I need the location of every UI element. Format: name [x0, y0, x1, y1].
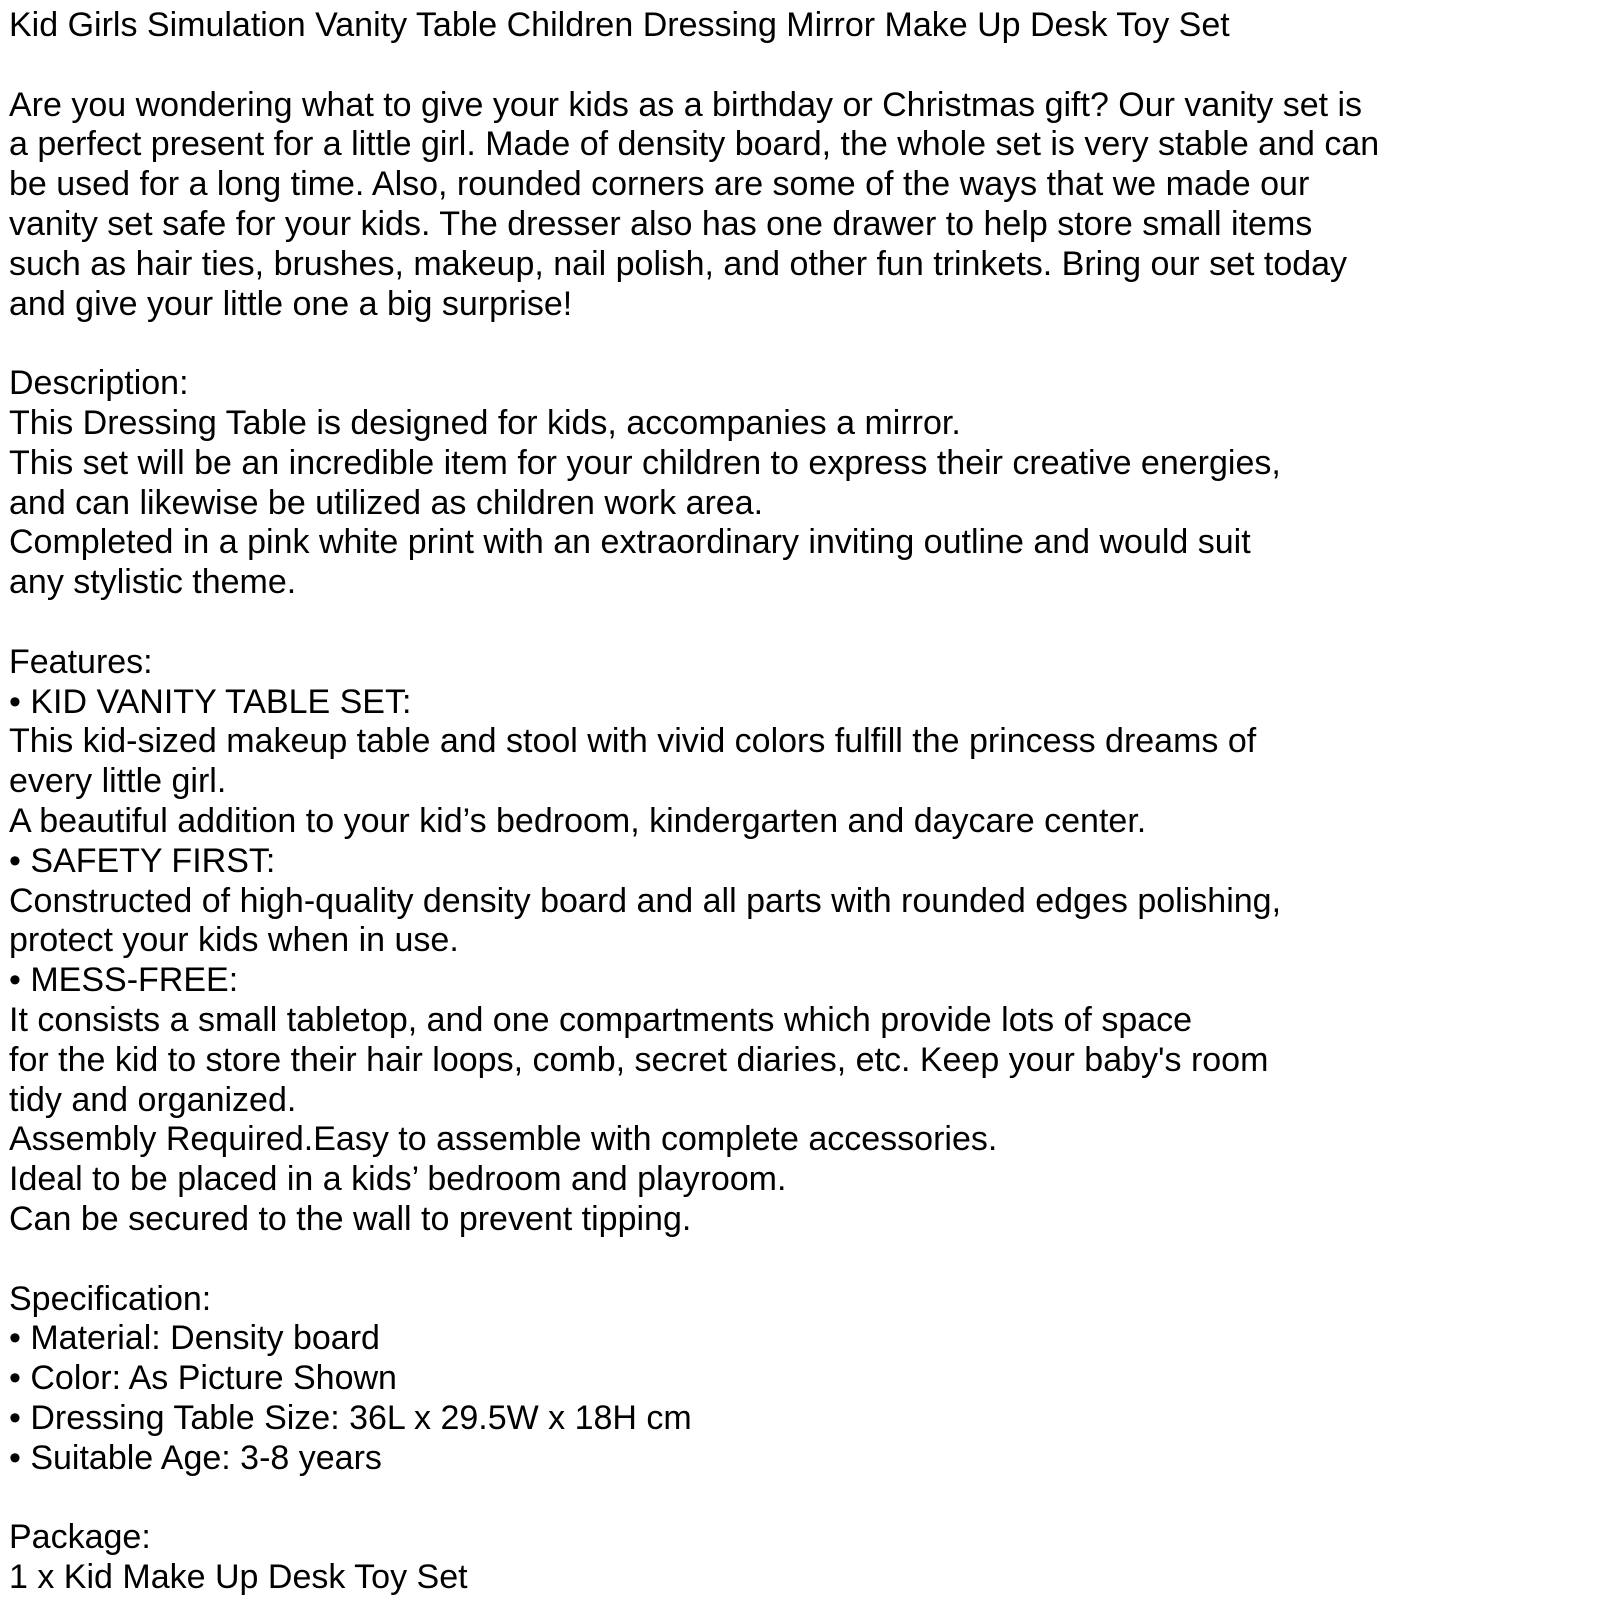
- spacer: [9, 1478, 1600, 1518]
- intro-line: be used for a long time. Also, rounded corners are some of the ways that we made our: [9, 165, 1310, 204]
- package-section: [9, 1518, 1600, 1598]
- features-heading: Features:: [9, 642, 153, 681]
- description-section: [9, 364, 1600, 603]
- intro-line: and give your little one a big surprise!: [9, 284, 573, 323]
- specification-line: • Material: Density board: [9, 1319, 380, 1358]
- description-line: This Dressing Table is designed for kids, accompanies a mirror.: [9, 403, 961, 442]
- intro-line: Are you wondering what to give your kids as a birthday or Christmas gift? Our vanity set is: [9, 85, 1363, 124]
- intro-paragraph: [9, 86, 1600, 325]
- feature-line: This kid-sized makeup table and stool with vivid colors fulfill the princess dreams of: [9, 722, 1257, 761]
- feature-line: Ideal to be placed in a kids’ bedroom and playroom.: [9, 1160, 787, 1199]
- spacer: [9, 1240, 1600, 1280]
- spacer: [9, 46, 1600, 86]
- description-line: Completed in a pink white print with an extraordinary inviting outline and would suit: [9, 523, 1251, 562]
- description-heading: Description:: [9, 364, 189, 403]
- feature-line: for the kid to store their hair loops, comb, secret diaries, etc. Keep your baby's room: [9, 1040, 1269, 1079]
- description-line: This set will be an incredible item for your children to express their creative energies,: [9, 443, 1281, 482]
- package-line: 1 x Kid Make Up Desk Toy Set: [9, 1558, 468, 1597]
- feature-line: It consists a small tabletop, and one compartments which provide lots of space: [9, 1000, 1193, 1039]
- feature-line: Can be secured to the wall to prevent tipping.: [9, 1199, 692, 1238]
- feature-line: A beautiful addition to your kid’s bedroom, kindergarten and daycare center.: [9, 801, 1147, 840]
- feature-line: • SAFETY FIRST:: [9, 841, 276, 880]
- feature-line: • MESS-FREE:: [9, 961, 239, 1000]
- feature-line: tidy and organized.: [9, 1080, 297, 1119]
- description-line: and can likewise be utilized as children work area.: [9, 483, 764, 522]
- specification-heading: Specification:: [9, 1279, 212, 1318]
- specification-line: • Suitable Age: 3-8 years: [9, 1438, 382, 1477]
- package-heading: Package:: [9, 1518, 151, 1557]
- feature-line: Constructed of high-quality density board and all parts with rounded edges polishing,: [9, 881, 1282, 920]
- specification-line: • Dressing Table Size: 36L x 29.5W x 18H cm: [9, 1398, 692, 1437]
- page-title: Kid Girls Simulation Vanity Table Children Dressing Mirror Make Up Desk Toy Set: [9, 6, 1230, 44]
- intro-line: a perfect present for a little girl. Made of density board, the whole set is very stable and can: [9, 125, 1380, 164]
- feature-line: every little girl.: [9, 762, 227, 801]
- feature-line: • KID VANITY TABLE SET:: [9, 682, 412, 721]
- intro-line: such as hair ties, brushes, makeup, nail polish, and other fun trinkets. Bring our set today: [9, 244, 1348, 283]
- specification-section: [9, 1280, 1600, 1479]
- feature-line: Assembly Required.Easy to assemble with complete accessories.: [9, 1120, 998, 1159]
- intro-line: vanity set safe for your kids. The dresser also has one drawer to help store small items: [9, 204, 1313, 243]
- description-line: any stylistic theme.: [9, 563, 297, 602]
- specification-line: • Color: As Picture Shown: [9, 1359, 397, 1398]
- feature-line: protect your kids when in use.: [9, 921, 459, 960]
- spacer: [9, 324, 1600, 364]
- spacer: [9, 603, 1600, 643]
- features-section: [9, 643, 1600, 1240]
